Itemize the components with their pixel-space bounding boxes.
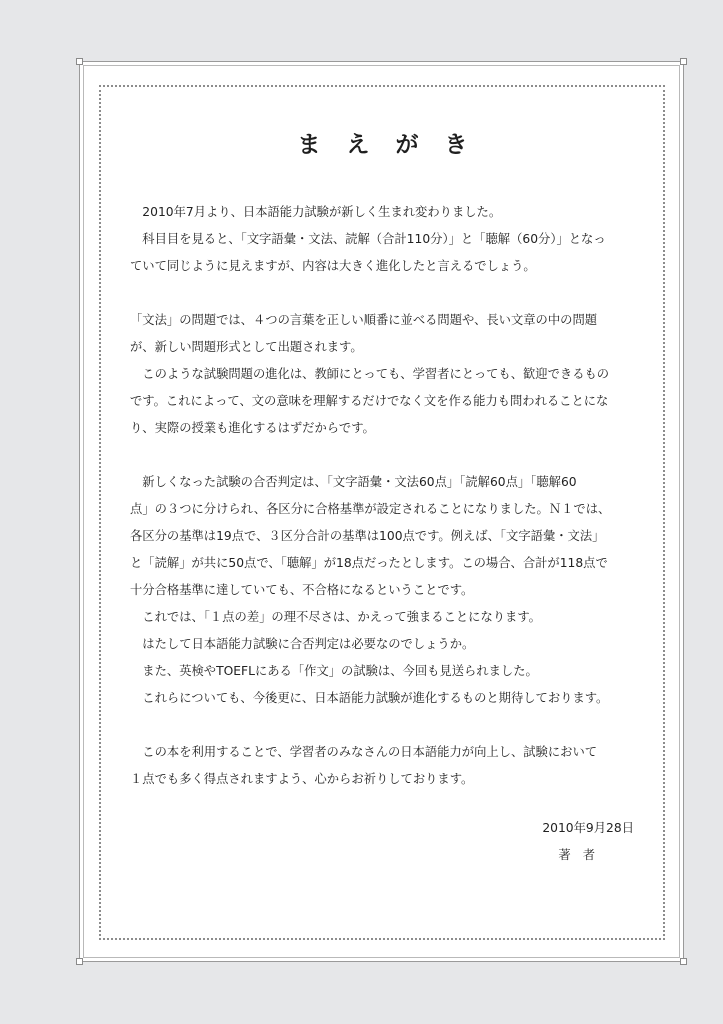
text-line: また、英検やTOEFLにある「作文」の試験は、今回も見送られました。 <box>130 664 538 678</box>
text-line: この本を利用することで、学習者のみなさんの日本語能力が向上し、試験において <box>130 745 598 759</box>
text-line: このような試験問題の進化は、教師にとっても、学習者にとっても、歓迎できるもの <box>130 367 610 381</box>
text-line: １点でも多く得点されますよう、心からお祈りしております。 <box>130 772 474 786</box>
paragraph-gap <box>130 442 637 469</box>
text-line: 各区分の基準は19点で、３区分合計の基準は100点です。例えば、「文字語彙・文法」 <box>130 529 605 543</box>
page-title: まえがき <box>297 132 494 158</box>
paragraph-gap <box>130 712 637 739</box>
frame-corner-bottom-right <box>680 958 687 965</box>
text-line: はたして日本語能力試験に合否判定は必要なのでしょうか。 <box>130 637 475 651</box>
text-line: り、実際の授業も進化するはずだからです。 <box>130 421 375 435</box>
preface-date: 2010年9月28日 <box>542 821 634 835</box>
text-line: 点」の３つに分けられ、各区分に合格基準が設定されることになりました。Ｎ１では、 <box>130 502 611 516</box>
text-line: これでは、「１点の差」の理不尽さは、かえって強まることになります。 <box>130 610 541 624</box>
preface-body <box>130 199 637 793</box>
text-line: 十分合格基準に達していても、不合格になるということです。 <box>130 583 474 597</box>
frame-corner-top-left <box>76 58 83 65</box>
frame-corner-bottom-left <box>76 958 83 965</box>
signoff <box>542 815 634 869</box>
paragraph-3 <box>130 469 637 712</box>
text-line: 新しくなった試験の合否判定は、「文字語彙・文法60点」「読解60点」「聴解60 <box>130 475 577 489</box>
paragraph-1 <box>130 199 637 280</box>
text-line: 2010年7月より、日本語能力試験が新しく生まれ変わりました。 <box>130 205 502 219</box>
text-line: 科目目を見ると、「文字語彙・文法、読解（合計110分）」と「聴解（60分）」となっ <box>130 232 606 246</box>
paragraph-2 <box>130 307 637 442</box>
text-line: これらについても、今後更に、日本語能力試験が進化するものと期待しております。 <box>130 691 609 705</box>
preface-page <box>79 61 684 962</box>
text-line: と「読解」が共に50点で、「聴解」が18点だったとします。この場合、合計が118点で <box>130 556 608 570</box>
text-line: 「文法」の問題では、４つの言葉を正しい順番に並べる問題や、長い文章の中の問題 <box>130 313 598 327</box>
paragraph-gap <box>130 280 637 307</box>
text-line: です。これによって、文の意味を理解するだけでなく文を作る能力も問われることにな <box>130 394 609 408</box>
frame-corner-top-right <box>680 58 687 65</box>
text-line: ていて同じように見えますが、内容は大きく進化したと言えるでしょう。 <box>130 259 536 273</box>
preface-author: 著者 <box>558 848 607 862</box>
text-line: が、新しい問題形式として出題されます。 <box>130 340 363 354</box>
paragraph-4 <box>130 739 637 793</box>
